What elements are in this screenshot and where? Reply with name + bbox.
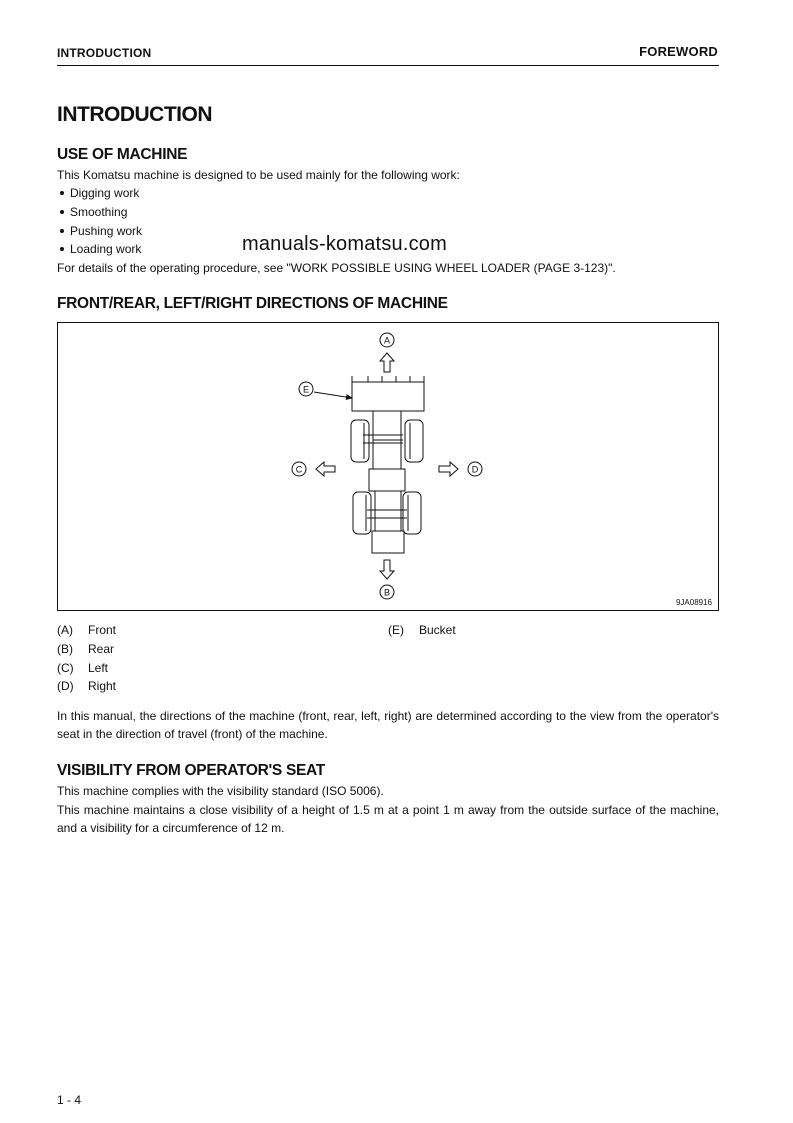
header-section-left: INTRODUCTION — [57, 46, 152, 60]
wheel-loader-diagram — [58, 323, 718, 610]
list-item: Smoothing — [60, 203, 127, 221]
use-of-machine-details: For details of the operating procedure, see "WORK POSSIBLE USING WHEEL LOADER (PAGE 3-123)". — [57, 261, 616, 275]
page-title: INTRODUCTION — [57, 103, 212, 126]
label-e: E — [302, 384, 310, 395]
label-d: D — [471, 464, 479, 475]
page-number: 1 - 4 — [57, 1093, 82, 1107]
bullet-icon — [60, 191, 64, 195]
legend-item-rear: (B) Rear — [57, 642, 115, 656]
directions-paragraph: In this manual, the directions of the machine (front, rear, left, right) are determined according to the view from the operator's seat in the direction of travel (front) of the machine. — [57, 709, 719, 741]
visibility-heading: VISIBILITY FROM OPERATOR'S SEAT — [57, 762, 325, 779]
use-of-machine-heading: USE OF MACHINE — [57, 146, 188, 163]
bullet-icon — [60, 229, 64, 233]
front-arrow-icon — [380, 353, 394, 372]
directions-figure — [57, 322, 719, 611]
right-arrow-icon — [439, 462, 458, 476]
figure-code: 9JA08916 — [675, 598, 712, 607]
label-a: A — [383, 335, 391, 346]
label-b: B — [383, 587, 391, 598]
bullet-icon — [60, 247, 64, 251]
use-of-machine-intro: This Komatsu machine is designed to be used mainly for the following work: — [57, 168, 460, 182]
list-item: Digging work — [60, 184, 139, 202]
legend-item-right: (D) Right — [57, 679, 117, 693]
list-item: Pushing work — [60, 222, 142, 240]
left-arrow-icon — [316, 462, 335, 476]
label-c: C — [295, 464, 303, 475]
legend-item-left: (C) Left — [57, 661, 109, 675]
directions-heading: FRONT/REAR, LEFT/RIGHT DIRECTIONS OF MACHINE — [57, 295, 448, 312]
bullet-icon — [60, 210, 64, 214]
watermark-link[interactable]: manuals-komatsu.com — [242, 233, 447, 255]
legend-item-bucket: (E) Bucket — [388, 623, 456, 637]
visibility-line-2: This machine maintains a close visibility of a height of 1.5 m at a point 1 m away from the outside surface of the machine, and a visibility for a circumference of 12 m. — [57, 803, 719, 835]
header-section-right: FOREWORD — [639, 44, 718, 59]
bucket-leader-line — [314, 392, 352, 398]
header-rule — [57, 65, 719, 66]
list-item: Loading work — [60, 240, 141, 258]
visibility-line-1: This machine complies with the visibility standard (ISO 5006). — [57, 784, 384, 798]
rear-arrow-icon — [380, 560, 394, 579]
legend-item-front: (A) Front — [57, 623, 117, 637]
bucket-shape — [352, 382, 424, 411]
